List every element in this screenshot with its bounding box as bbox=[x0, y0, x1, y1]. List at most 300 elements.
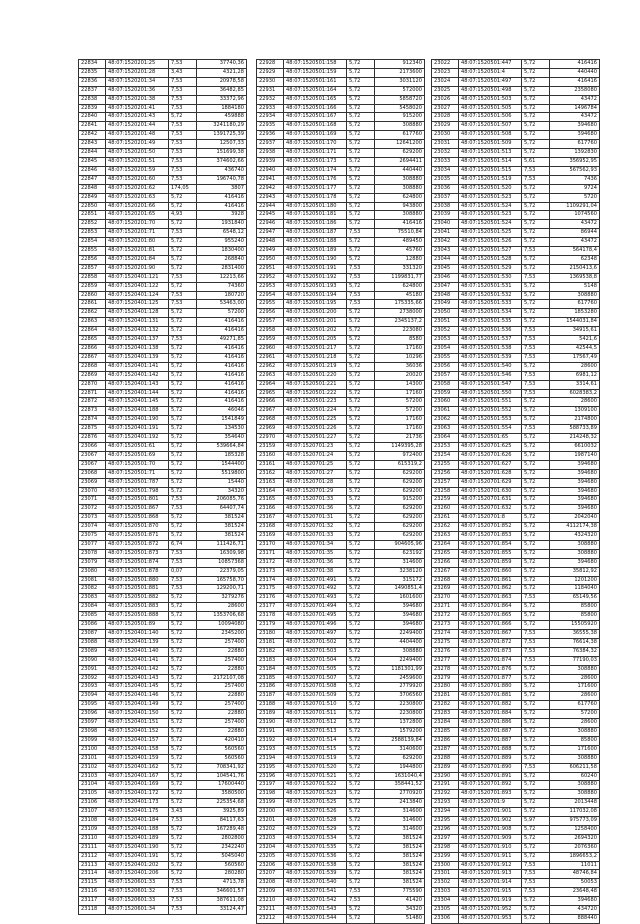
cadastral-number-cell: 48:07:1520501:189 bbox=[284, 247, 347, 256]
cadastral-number-cell: 48:07:1520701:884 bbox=[459, 710, 522, 719]
amount-cell: 416416 bbox=[197, 380, 247, 389]
amount-cell: 394680 bbox=[550, 469, 600, 478]
cadastral-number-cell: 48:07:1520701:892 bbox=[459, 781, 522, 790]
table-row bbox=[79, 799, 247, 808]
table-row bbox=[257, 193, 425, 202]
row-number-cell: 23293 bbox=[432, 799, 459, 808]
row-number-cell: 23038 bbox=[432, 202, 459, 211]
row-number-cell: 23185 bbox=[257, 674, 284, 683]
rate-cell: 5,72 bbox=[347, 371, 375, 380]
rate-cell: 5,72 bbox=[347, 817, 375, 826]
row-number-cell: 23082 bbox=[79, 585, 106, 594]
row-number-cell: 22840 bbox=[79, 113, 106, 122]
amount-cell: 394680 bbox=[550, 897, 600, 906]
rate-cell: 5,72 bbox=[347, 799, 375, 808]
row-number-cell: 23110 bbox=[79, 834, 106, 843]
cadastral-number-cell: 48:07:1520701:31 bbox=[284, 514, 347, 523]
amount-cell: 308880 bbox=[550, 754, 600, 763]
cadastral-number-cell: 48:07:1520401:137 bbox=[106, 336, 169, 345]
amount-cell: 394680 bbox=[550, 122, 600, 131]
table-row bbox=[79, 434, 247, 443]
cadastral-number-cell: 48:07:1520401:173 bbox=[106, 799, 169, 808]
cadastral-number-cell: 48:07:1520501:71 bbox=[106, 469, 169, 478]
amount-cell: 560560 bbox=[197, 745, 247, 754]
row-number-cell: 22862 bbox=[79, 309, 106, 318]
row-number-cell: 23200 bbox=[257, 808, 284, 817]
cadastral-number-cell: 48:07:1520501:225 bbox=[284, 416, 347, 425]
cadastral-number-cell: 48:07:1520501:173 bbox=[284, 157, 347, 166]
rate-cell: 5,72 bbox=[347, 540, 375, 549]
row-number-cell: 23276 bbox=[432, 647, 459, 656]
table-row bbox=[257, 264, 425, 273]
amount-cell: 2358080 bbox=[550, 86, 600, 95]
cadastral-number-cell: 48:07:1520701:536 bbox=[284, 852, 347, 861]
amount-cell: 117032,08 bbox=[550, 808, 600, 817]
table-row bbox=[432, 282, 600, 291]
rate-cell: 5,72 bbox=[347, 906, 375, 915]
table-row bbox=[257, 327, 425, 336]
cadastral-number-cell: 48:07:1520701:626 bbox=[459, 451, 522, 460]
cadastral-number-cell: 48:07:1520701:520 bbox=[284, 763, 347, 772]
cadastral-number-cell: 48:07:1520701:511 bbox=[284, 710, 347, 719]
table-row bbox=[432, 817, 600, 826]
rate-cell: 5,72 bbox=[347, 166, 375, 175]
row-number-cell: 22940 bbox=[257, 166, 284, 175]
table-row bbox=[432, 184, 600, 193]
amount-cell: 381524 bbox=[375, 834, 425, 843]
table-row bbox=[432, 852, 600, 861]
amount-cell: 4321,28 bbox=[197, 68, 247, 77]
table-row bbox=[79, 345, 247, 354]
cadastral-number-cell: 48:07:1520701:881 bbox=[459, 692, 522, 701]
cadastral-number-cell: 48:07:1520501:61 bbox=[106, 442, 169, 451]
cadastral-number-cell: 48:07:1520701:861 bbox=[459, 576, 522, 585]
row-number-cell: 23191 bbox=[257, 727, 284, 736]
amount-cell: 2802800 bbox=[197, 834, 247, 843]
row-number-cell: 22856 bbox=[79, 255, 106, 264]
rate-cell: 5,72 bbox=[169, 353, 197, 362]
cadastral-number-cell: 48:07:1520701:914 bbox=[459, 879, 522, 888]
cadastral-number-cell: 48:07:1520701:625 bbox=[459, 442, 522, 451]
table-row bbox=[432, 505, 600, 514]
table-row bbox=[257, 817, 425, 826]
cadastral-number-cell: 48:07:1520501:200 bbox=[284, 309, 347, 318]
rate-cell: 5,72 bbox=[522, 532, 550, 541]
cadastral-number-cell: 48:07:1520701:910 bbox=[459, 843, 522, 852]
row-number-cell: 23070 bbox=[79, 487, 106, 496]
rate-cell: 5,72 bbox=[347, 558, 375, 567]
table-row bbox=[257, 442, 425, 451]
row-number-cell: 23027 bbox=[432, 104, 459, 113]
cadastral-number-cell: 48:07:1520701:632 bbox=[459, 505, 522, 514]
rate-cell: 5,72 bbox=[169, 781, 197, 790]
amount-cell: 6981,12 bbox=[550, 371, 600, 380]
amount-cell: 3031120 bbox=[375, 77, 425, 86]
row-number-cell: 23033 bbox=[432, 157, 459, 166]
cadastral-number-cell: 48:07:1520401:125 bbox=[106, 300, 169, 309]
rate-cell: 5,72 bbox=[169, 683, 197, 692]
table-row bbox=[79, 638, 247, 647]
rate-cell: 5,72 bbox=[347, 460, 375, 469]
cadastral-number-cell: 48:07:1520501:222 bbox=[284, 389, 347, 398]
cadastral-number-cell: 48:07:1520401:140 bbox=[106, 630, 169, 639]
table-row bbox=[79, 834, 247, 843]
table-row bbox=[257, 282, 425, 291]
table-row bbox=[432, 532, 600, 541]
amount-cell: 308880 bbox=[550, 291, 600, 300]
row-number-cell: 23085 bbox=[79, 612, 106, 621]
amount-cell: 2694320 bbox=[550, 834, 600, 843]
rate-cell: 5,72 bbox=[169, 434, 197, 443]
cadastral-number-cell: 48:07:1520401:189 bbox=[106, 834, 169, 843]
rate-cell: 7,53 bbox=[169, 104, 197, 113]
table-row bbox=[432, 398, 600, 407]
table-row bbox=[257, 175, 425, 184]
amount-cell: 394680 bbox=[550, 478, 600, 487]
amount-cell: 57200 bbox=[197, 309, 247, 318]
row-number-cell: 23052 bbox=[432, 327, 459, 336]
row-number-cell: 22855 bbox=[79, 247, 106, 256]
cadastral-number-cell: 48:07:1520701:873 bbox=[459, 647, 522, 656]
row-number-cell: 23271 bbox=[432, 603, 459, 612]
amount-cell: 2150413,6 bbox=[550, 264, 600, 273]
table-row bbox=[79, 131, 247, 140]
rate-cell: 5,72 bbox=[347, 353, 375, 362]
table-row bbox=[257, 407, 425, 416]
row-number-cell: 23067 bbox=[79, 451, 106, 460]
amount-cell: 308880 bbox=[375, 211, 425, 220]
amount-cell: 3140600 bbox=[375, 745, 425, 754]
cadastral-number-cell: 48:07:1520701:29 bbox=[284, 487, 347, 496]
amount-cell: 15440 bbox=[197, 478, 247, 487]
row-number-cell: 22863 bbox=[79, 318, 106, 327]
amount-cell: 617760 bbox=[550, 701, 600, 710]
rate-cell: 5,72 bbox=[522, 710, 550, 719]
row-number-cell: 23167 bbox=[257, 514, 284, 523]
table-row bbox=[432, 353, 600, 362]
rate-cell: 5,72 bbox=[169, 220, 197, 229]
cadastral-number-cell: 48:07:1520501:533 bbox=[459, 300, 522, 309]
rate-cell: 5,72 bbox=[169, 193, 197, 202]
table-row bbox=[79, 754, 247, 763]
amount-cell: 606211,58 bbox=[550, 763, 600, 772]
rate-cell: 7,53 bbox=[522, 647, 550, 656]
cadastral-number-cell: 48:07:1520501:888 bbox=[106, 612, 169, 621]
rate-cell: 7,53 bbox=[522, 166, 550, 175]
cadastral-number-cell: 48:07:1520701:544 bbox=[284, 915, 347, 924]
row-number-cell: 23256 bbox=[432, 469, 459, 478]
cadastral-number-cell: 48:07:1520701:9 bbox=[459, 799, 522, 808]
rate-cell: 5,72 bbox=[169, 656, 197, 665]
rate-cell: 5,72 bbox=[169, 754, 197, 763]
row-number-cell: 23260 bbox=[432, 505, 459, 514]
amount-cell: 1490851,4 bbox=[375, 585, 425, 594]
amount-cell: 459888 bbox=[197, 113, 247, 122]
rate-cell: 5,72 bbox=[522, 736, 550, 745]
table-row bbox=[257, 131, 425, 140]
cadastral-number-cell: 48:07:1520701:855 bbox=[459, 549, 522, 558]
amount-cell: 2076360 bbox=[550, 843, 600, 852]
row-number-cell: 22958 bbox=[257, 327, 284, 336]
cadastral-number-cell: 48:07:1520501:505 bbox=[459, 104, 522, 113]
table-row bbox=[257, 843, 425, 852]
rate-cell: 5,72 bbox=[522, 229, 550, 238]
row-number-cell: 22961 bbox=[257, 353, 284, 362]
rate-cell: 7,53 bbox=[522, 389, 550, 398]
cadastral-number-cell: 48:07:1520701:901 bbox=[459, 808, 522, 817]
rate-cell: 5,72 bbox=[169, 371, 197, 380]
amount-cell: 34915,61 bbox=[550, 327, 600, 336]
cadastral-number-cell: 48:07:1520401:124 bbox=[106, 291, 169, 300]
row-number-cell: 23074 bbox=[79, 523, 106, 532]
rate-cell: 5,72 bbox=[347, 318, 375, 327]
amount-cell: 15505920 bbox=[550, 621, 600, 630]
rate-cell: 5,72 bbox=[347, 247, 375, 256]
amount-cell: 1631040,4 bbox=[375, 772, 425, 781]
row-number-cell: 23196 bbox=[257, 772, 284, 781]
rate-cell: 7,53 bbox=[522, 247, 550, 256]
table-row bbox=[432, 371, 600, 380]
amount-cell: 17160 bbox=[375, 416, 425, 425]
cadastral-number-cell: 48:07:1520701:528 bbox=[284, 817, 347, 826]
amount-cell: 975773,09 bbox=[550, 817, 600, 826]
row-number-cell: 23034 bbox=[432, 166, 459, 175]
rate-cell: 5,72 bbox=[169, 113, 197, 122]
amount-cell: 440440 bbox=[375, 166, 425, 175]
rate-cell: 5,97 bbox=[522, 817, 550, 826]
row-number-cell: 23025 bbox=[432, 86, 459, 95]
amount-cell: 2173600 bbox=[375, 68, 425, 77]
cadastral-number-cell: 48:07:1520701:33 bbox=[284, 532, 347, 541]
row-number-cell: 23030 bbox=[432, 131, 459, 140]
row-number-cell: 23080 bbox=[79, 567, 106, 576]
row-number-cell: 22962 bbox=[257, 362, 284, 371]
table-row bbox=[432, 460, 600, 469]
rate-cell: 5,72 bbox=[522, 745, 550, 754]
rate-cell: 5,72 bbox=[169, 861, 197, 870]
amount-cell: 416416 bbox=[197, 327, 247, 336]
rate-cell: 5,72 bbox=[522, 434, 550, 443]
cadastral-number-cell: 48:07:1520501:89 bbox=[106, 621, 169, 630]
cadastral-number-cell: 48:07:1520401:150 bbox=[106, 710, 169, 719]
row-number-cell: 23259 bbox=[432, 496, 459, 505]
row-number-cell: 23071 bbox=[79, 496, 106, 505]
cadastral-number-cell: 48:07:1520401:158 bbox=[106, 745, 169, 754]
table-row bbox=[257, 612, 425, 621]
amount-cell: 28600 bbox=[550, 719, 600, 728]
table-row bbox=[432, 834, 600, 843]
amount-cell: 225354,68 bbox=[197, 799, 247, 808]
cadastral-number-cell: 48:07:1520501:553 bbox=[459, 416, 522, 425]
row-number-cell: 23267 bbox=[432, 567, 459, 576]
amount-cell: 381524 bbox=[197, 514, 247, 523]
amount-cell: 2413840 bbox=[375, 799, 425, 808]
table-row bbox=[257, 238, 425, 247]
cadastral-number-cell: 48:07:1520701:505 bbox=[284, 665, 347, 674]
table-row bbox=[79, 888, 247, 897]
row-number-cell: 22933 bbox=[257, 104, 284, 113]
table-row bbox=[432, 906, 600, 915]
cadastral-number-cell: 48:07:1520501:551 bbox=[459, 398, 522, 407]
row-number-cell: 22957 bbox=[257, 318, 284, 327]
cadastral-number-cell: 48:07:1520401:152 bbox=[106, 727, 169, 736]
rate-cell: 7,53 bbox=[522, 861, 550, 870]
cadastral-number-cell: 48:07:1520701:863 bbox=[459, 594, 522, 603]
row-number-cell: 23058 bbox=[432, 380, 459, 389]
row-number-cell: 23087 bbox=[79, 630, 106, 639]
cadastral-number-cell: 48:07:1520201:65 bbox=[106, 211, 169, 220]
table-row bbox=[257, 594, 425, 603]
row-number-cell: 23068 bbox=[79, 469, 106, 478]
cadastral-number-cell: 48:07:1520501:166 bbox=[284, 104, 347, 113]
amount-cell: 134530 bbox=[197, 425, 247, 434]
rate-cell: 5,72 bbox=[169, 523, 197, 532]
table-row bbox=[257, 220, 425, 229]
amount-cell: 1369538,8 bbox=[550, 273, 600, 282]
cadastral-number-cell: 48:07:1520701:36 bbox=[284, 505, 347, 514]
row-number-cell: 22941 bbox=[257, 175, 284, 184]
table-row bbox=[79, 808, 247, 817]
table-row bbox=[257, 77, 425, 86]
rate-cell: 5,72 bbox=[169, 603, 197, 612]
cadastral-number-cell: 48:07:1520701:8 bbox=[459, 514, 522, 523]
table-row bbox=[257, 745, 425, 754]
cadastral-number-cell: 48:07:1520501:867 bbox=[106, 505, 169, 514]
table-row bbox=[79, 407, 247, 416]
rate-cell: 5,72 bbox=[522, 220, 550, 229]
table-row bbox=[257, 790, 425, 799]
cadastral-number-cell: 48:07:1520401:202 bbox=[106, 861, 169, 870]
table-row bbox=[79, 68, 247, 77]
row-number-cell: 23103 bbox=[79, 772, 106, 781]
row-number-cell: 23022 bbox=[432, 60, 459, 69]
cadastral-number-cell: 48:07:1520501:167 bbox=[284, 113, 347, 122]
row-number-cell: 23189 bbox=[257, 710, 284, 719]
amount-cell: 381524 bbox=[375, 843, 425, 852]
rate-cell: 5,72 bbox=[522, 799, 550, 808]
rate-cell: 5,61 bbox=[522, 157, 550, 166]
table-row bbox=[79, 683, 247, 692]
table-row bbox=[432, 745, 600, 754]
row-number-cell: 23286 bbox=[432, 736, 459, 745]
row-number-cell: 23275 bbox=[432, 638, 459, 647]
row-number-cell: 23042 bbox=[432, 238, 459, 247]
table-row bbox=[432, 362, 600, 371]
table-row bbox=[257, 719, 425, 728]
cadastral-number-cell: 48:07:1520201:63 bbox=[106, 193, 169, 202]
table-row bbox=[432, 736, 600, 745]
cadastral-number-cell: 48:07:1520201:28 bbox=[106, 68, 169, 77]
table-row bbox=[257, 754, 425, 763]
cadastral-number-cell: 48:07:1520201:41 bbox=[106, 104, 169, 113]
table-row bbox=[79, 318, 247, 327]
amount-cell: 1884180 bbox=[197, 104, 247, 113]
table-row bbox=[257, 460, 425, 469]
cadastral-number-cell: 48:07:1520501:498 bbox=[459, 86, 522, 95]
table-row bbox=[432, 870, 600, 879]
cadastral-number-cell: 48:07:1520501:523 bbox=[459, 211, 522, 220]
amount-cell: 167289,48 bbox=[197, 825, 247, 834]
cadastral-number-cell: 48:07:1520701:503 bbox=[284, 647, 347, 656]
table-row bbox=[432, 763, 600, 772]
amount-cell: 28600 bbox=[550, 362, 600, 371]
cadastral-number-cell: 48:07:1520701:494 bbox=[284, 603, 347, 612]
amount-cell: 257400 bbox=[197, 701, 247, 710]
row-number-cell: 23031 bbox=[432, 140, 459, 149]
row-number-cell: 23028 bbox=[432, 113, 459, 122]
row-number-cell: 22954 bbox=[257, 291, 284, 300]
cadastral-number-cell: 48:07:1520701:915 bbox=[459, 888, 522, 897]
rate-cell: 7,53 bbox=[522, 175, 550, 184]
table-row bbox=[79, 852, 247, 861]
amount-cell: 46046 bbox=[197, 407, 247, 416]
row-number-cell: 23100 bbox=[79, 745, 106, 754]
rate-cell: 5,72 bbox=[169, 763, 197, 772]
rate-cell: 7,53 bbox=[169, 897, 197, 906]
row-number-cell: 23270 bbox=[432, 594, 459, 603]
rate-cell: 5,72 bbox=[347, 692, 375, 701]
table-row bbox=[79, 736, 247, 745]
table-row bbox=[432, 540, 600, 549]
amount-cell: 23648,48 bbox=[550, 888, 600, 897]
rate-cell: 5,72 bbox=[522, 68, 550, 77]
amount-cell: 623192 bbox=[375, 549, 425, 558]
amount-cell: 268840 bbox=[197, 255, 247, 264]
amount-cell: 17160 bbox=[375, 389, 425, 398]
rate-cell: 7,53 bbox=[169, 131, 197, 140]
row-number-cell: 23171 bbox=[257, 549, 284, 558]
row-number-cell: 23203 bbox=[257, 834, 284, 843]
rate-cell: 5,72 bbox=[169, 852, 197, 861]
amount-cell: 346601,57 bbox=[197, 888, 247, 897]
rate-cell: 5,72 bbox=[169, 719, 197, 728]
table-row bbox=[257, 621, 425, 630]
table-row bbox=[257, 879, 425, 888]
row-number-cell: 23088 bbox=[79, 638, 106, 647]
amount-cell: 185328 bbox=[197, 451, 247, 460]
amount-cell: 2172107,08 bbox=[197, 674, 247, 683]
table-row bbox=[257, 558, 425, 567]
amount-cell: 416416 bbox=[197, 345, 247, 354]
table-row bbox=[432, 175, 600, 184]
cadastral-number-cell: 48:07:1520401:191 bbox=[106, 852, 169, 861]
amount-cell: 904605,96 bbox=[375, 540, 425, 549]
table-row bbox=[79, 113, 247, 122]
table-row bbox=[432, 576, 600, 585]
cadastral-number-cell: 48:07:1520701:627 bbox=[459, 460, 522, 469]
amount-cell: 2249400 bbox=[375, 656, 425, 665]
table-row bbox=[432, 264, 600, 273]
cadastral-number-cell: 48:07:1520501:873 bbox=[106, 549, 169, 558]
cadastral-number-cell: 48:07:1520701:860 bbox=[459, 567, 522, 576]
amount-cell: 74360 bbox=[197, 282, 247, 291]
amount-cell: 943800 bbox=[375, 202, 425, 211]
amount-cell: 2459600 bbox=[375, 674, 425, 683]
cadastral-number-cell: 48:07:1520701:519 bbox=[284, 754, 347, 763]
row-number-cell: 22869 bbox=[79, 371, 106, 380]
cadastral-number-cell: 48:07:1520201:80 bbox=[106, 238, 169, 247]
row-number-cell: 23253 bbox=[432, 442, 459, 451]
amount-cell: 416416 bbox=[197, 193, 247, 202]
row-number-cell: 22854 bbox=[79, 238, 106, 247]
table-row bbox=[257, 692, 425, 701]
table-row bbox=[257, 122, 425, 131]
amount-cell: 180720 bbox=[197, 291, 247, 300]
amount-cell: 64407,74 bbox=[197, 505, 247, 514]
cadastral-number-cell: 48:07:1520501:874 bbox=[106, 558, 169, 567]
table-row bbox=[257, 362, 425, 371]
amount-cell: 314600 bbox=[375, 558, 425, 567]
